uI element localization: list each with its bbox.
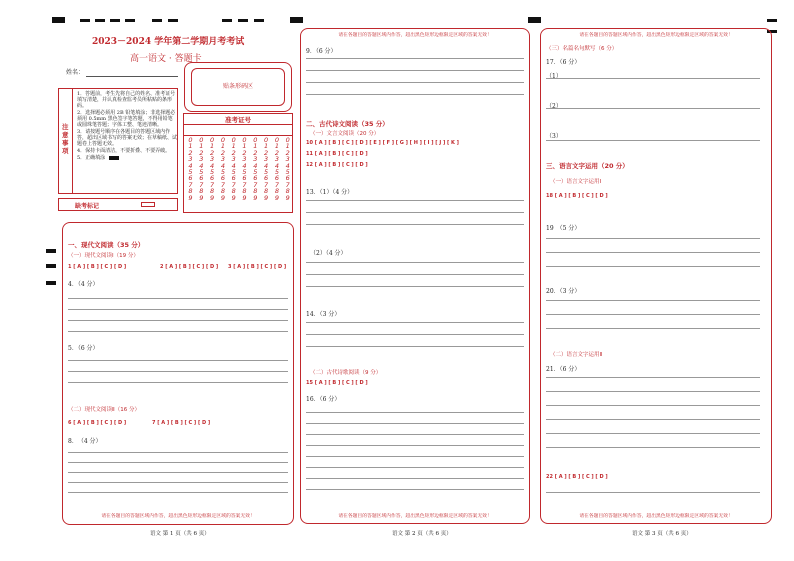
answer-line[interactable] xyxy=(306,274,524,275)
exam-digit-bubble[interactable]: 6 xyxy=(199,174,204,183)
exam-number-box xyxy=(183,113,293,213)
exam-digit-bubble[interactable]: 8 xyxy=(188,187,193,196)
question-21: 21．（6 分） xyxy=(546,366,581,373)
answer-line[interactable] xyxy=(306,286,524,287)
exam-digit-bubble[interactable]: 0 xyxy=(220,136,225,144)
answer-line[interactable] xyxy=(306,322,524,323)
exam-digit-bubble[interactable]: 4 xyxy=(242,161,247,170)
exam-digit-bubble[interactable]: 5 xyxy=(264,168,269,177)
question-17: 17．（6 分） xyxy=(546,59,581,66)
registration-mark xyxy=(290,17,303,23)
exam-digit-bubble[interactable]: 7 xyxy=(285,180,290,189)
choice-q2[interactable]: 2 [ A ] [ B ] [ C ] [ D ] xyxy=(160,264,219,270)
exam-digit-bubble[interactable]: 0 xyxy=(274,136,279,144)
registration-mark xyxy=(254,19,264,22)
answer-line[interactable] xyxy=(306,412,524,413)
registration-mark xyxy=(46,264,56,268)
exam-digit-bubble[interactable]: 1 xyxy=(220,142,225,151)
exam-digit-bubble[interactable]: 9 xyxy=(274,193,279,202)
exam-digit-bubble[interactable]: 0 xyxy=(188,136,193,144)
exam-digit-column[interactable] xyxy=(208,137,217,201)
exam-digit-column[interactable] xyxy=(197,137,206,201)
registration-mark xyxy=(52,17,65,23)
question-20: 20．（3 分） xyxy=(546,288,581,295)
answer-line[interactable] xyxy=(68,472,288,473)
instruction-item: 4．保持卡面清洁，不要折叠、不要弄破。 xyxy=(77,148,171,154)
exam-digit-column[interactable] xyxy=(272,137,281,201)
exam-digit-bubble[interactable]: 7 xyxy=(210,180,215,189)
exam-digit-bubble[interactable]: 1 xyxy=(199,142,204,151)
question-5: 5．（6 分） xyxy=(68,345,99,352)
exam-digit-bubble[interactable]: 4 xyxy=(199,161,204,170)
exam-digit-bubble[interactable]: 0 xyxy=(264,136,269,144)
exam-digit-bubble[interactable]: 8 xyxy=(220,187,225,196)
registration-mark xyxy=(152,19,162,22)
exam-digit-bubble[interactable]: 4 xyxy=(231,161,236,170)
absent-mark-checkbox[interactable] xyxy=(141,202,155,207)
page2-top-notice: 请在各题目的答题区域内作答，超出黑色矩形边框限定区域的答案无效！ xyxy=(338,33,492,38)
answer-line[interactable] xyxy=(306,478,524,479)
page3-footer: 语文 第 3 页（共 6 页） xyxy=(632,531,692,537)
question-17-part-1: （1） xyxy=(546,73,562,80)
exam-digit-bubble[interactable]: 7 xyxy=(231,180,236,189)
registration-mark xyxy=(222,19,232,22)
answer-line[interactable] xyxy=(546,314,760,315)
answer-line[interactable] xyxy=(546,78,760,79)
exam-digit-bubble[interactable]: 4 xyxy=(285,161,290,170)
subsection-modern-reading-2: （二）现代文阅读Ⅱ（16 分） xyxy=(68,407,140,413)
subsection-modern-reading-1: （一）现代文阅读Ⅰ（19 分） xyxy=(68,253,139,259)
instruction-item: 5．正确填涂 xyxy=(77,155,106,161)
exam-digit-column[interactable] xyxy=(251,137,260,201)
registration-mark xyxy=(767,19,777,22)
exam-title: 2023－2024 学年第二学期月考考试 xyxy=(92,37,245,47)
choice-q12[interactable]: 12 [ A ] [ B ] [ C ] [ D ] xyxy=(306,162,368,168)
exam-digit-bubble[interactable]: 1 xyxy=(274,142,279,151)
choice-q3[interactable]: 3 [ A ] [ B ] [ C ] [ D ] xyxy=(228,264,287,270)
exam-digit-bubble[interactable]: 7 xyxy=(274,180,279,189)
exam-digit-bubble[interactable]: 4 xyxy=(264,161,269,170)
choice-q10[interactable]: 10 [ A ] [ B ] [ C ] [ D ] [ E ] [ F ] [ G ] [ H ] [ I ] [ J ] [ K ] xyxy=(306,140,459,146)
subsection-language-use-1: （一）语言文字运用Ⅰ xyxy=(550,179,602,185)
answer-line[interactable] xyxy=(306,346,524,347)
exam-digit-bubble[interactable]: 9 xyxy=(264,193,269,202)
question-17-part-3: （3） xyxy=(546,133,562,140)
answer-line[interactable] xyxy=(306,82,524,83)
barcode-label: 贴条形码区 xyxy=(222,83,253,90)
instructions-heading: 注意事项 xyxy=(62,123,69,155)
exam-digit-bubble[interactable]: 8 xyxy=(231,187,236,196)
exam-digit-bubble[interactable]: 1 xyxy=(264,142,269,151)
exam-digit-bubble[interactable]: 5 xyxy=(220,168,225,177)
exam-digit-bubble[interactable]: 2 xyxy=(199,148,204,157)
exam-digit-bubble[interactable]: 5 xyxy=(188,168,193,177)
exam-digit-bubble[interactable]: 1 xyxy=(210,142,215,151)
section-language-use: 三、语言文字运用（20 分） xyxy=(546,162,629,170)
answer-line[interactable] xyxy=(68,462,288,463)
exam-digit-bubble[interactable]: 0 xyxy=(285,136,290,144)
section-modern-reading: 一、现代文阅读（35 分） xyxy=(68,241,145,249)
exam-digit-bubble[interactable]: 9 xyxy=(199,193,204,202)
exam-digit-bubble[interactable]: 8 xyxy=(264,187,269,196)
exam-digit-column[interactable] xyxy=(240,137,249,201)
exam-digit-bubble[interactable]: 3 xyxy=(264,155,269,164)
exam-digit-bubble[interactable]: 3 xyxy=(220,155,225,164)
exam-digit-bubble[interactable]: 6 xyxy=(264,174,269,183)
exam-digit-bubble[interactable]: 9 xyxy=(242,193,247,202)
answer-line[interactable] xyxy=(546,433,760,434)
exam-digit-bubble[interactable]: 4 xyxy=(274,161,279,170)
exam-digit-bubble[interactable]: 6 xyxy=(220,174,225,183)
exam-digit-bubble[interactable]: 7 xyxy=(264,180,269,189)
answer-line[interactable] xyxy=(68,371,288,372)
registration-mark xyxy=(110,19,120,22)
exam-digit-bubble[interactable]: 2 xyxy=(231,148,236,157)
registration-mark xyxy=(80,19,90,22)
exam-digit-bubble[interactable]: 3 xyxy=(231,155,236,164)
question-14: 14．（3 分） xyxy=(306,311,341,318)
exam-digit-bubble[interactable]: 2 xyxy=(220,148,225,157)
choice-q7[interactable]: 7 [ A ] [ B ] [ C ] [ D ] xyxy=(152,420,211,426)
exam-digit-bubble[interactable]: 2 xyxy=(253,148,258,157)
exam-digit-column[interactable] xyxy=(262,137,271,201)
exam-digit-bubble[interactable]: 5 xyxy=(231,168,236,177)
page1-footer: 语文 第 1 页（共 6 页） xyxy=(150,531,210,537)
exam-digit-bubble[interactable]: 4 xyxy=(188,161,193,170)
question-8: 8． （4 分） xyxy=(68,438,102,445)
exam-digit-bubble[interactable]: 0 xyxy=(253,136,258,144)
choice-q22[interactable]: 22 [ A ] [ B ] [ C ] [ D ] xyxy=(546,474,608,480)
absent-mark-label: 缺考标记 xyxy=(75,203,100,210)
exam-digit-bubble[interactable]: 4 xyxy=(220,161,225,170)
page1-bottom-notice: 请在各题目的答题区域内作答，超出黑色矩形边框限定区域的答案无效！ xyxy=(101,514,255,519)
exam-digit-bubble[interactable]: 8 xyxy=(210,187,215,196)
filled-sample-icon xyxy=(109,156,119,160)
answer-line[interactable] xyxy=(68,309,288,310)
subsection-classical-poetry: （二）古代诗歌阅读（9 分） xyxy=(310,370,382,376)
section-classical-reading: 二、古代诗文阅读（35 分） xyxy=(306,120,389,128)
exam-digit-bubble[interactable]: 6 xyxy=(285,174,290,183)
exam-digit-column[interactable] xyxy=(186,137,195,201)
subsection-famous-lines: （三）名篇名句默写（6 分） xyxy=(546,46,618,52)
page2-answer-panel xyxy=(300,28,530,524)
answer-line[interactable] xyxy=(306,445,524,446)
answer-line[interactable] xyxy=(306,467,524,468)
question-17-part-2: （2） xyxy=(546,103,562,110)
choice-q11[interactable]: 11 [ A ] [ B ] [ C ] [ D ] xyxy=(306,151,368,157)
answer-line[interactable] xyxy=(68,298,288,299)
question-13-1: 13．（1）（4 分） xyxy=(306,189,354,196)
answer-line[interactable] xyxy=(68,331,288,332)
instructions-heading-cell xyxy=(59,89,73,193)
exam-digit-bubble[interactable]: 5 xyxy=(199,168,204,177)
instruction-item: 3．请按题号顺序在各题目的答题区域内作答，超出区域书写的答案无效；在草稿纸、试题卷上答题无效。 xyxy=(77,129,178,147)
exam-digit-bubble[interactable]: 1 xyxy=(188,142,193,151)
exam-digit-bubble[interactable]: 7 xyxy=(242,180,247,189)
answer-line[interactable] xyxy=(546,447,760,448)
registration-mark xyxy=(95,19,105,22)
answer-line[interactable] xyxy=(68,482,288,483)
exam-digit-bubble[interactable]: 9 xyxy=(253,193,258,202)
exam-subtitle: 高一语文 · 答题卡 xyxy=(130,54,202,64)
answer-line[interactable] xyxy=(306,262,524,263)
page3-top-notice: 请在各题目的答题区域内作答，超出黑色矩形边框限定区域的答案无效！ xyxy=(579,33,733,38)
answer-line[interactable] xyxy=(306,212,524,213)
answer-line[interactable] xyxy=(306,456,524,457)
exam-digit-bubble[interactable]: 2 xyxy=(285,148,290,157)
exam-digit-bubble[interactable]: 4 xyxy=(253,161,258,170)
registration-mark xyxy=(46,281,56,285)
name-label: 姓名： xyxy=(66,69,85,76)
answer-line[interactable] xyxy=(306,200,524,201)
exam-digit-bubble[interactable]: 6 xyxy=(253,174,258,183)
exam-digit-bubble[interactable]: 8 xyxy=(199,187,204,196)
answer-line[interactable] xyxy=(306,224,524,225)
exam-digit-column[interactable] xyxy=(229,137,238,201)
page3-answer-panel xyxy=(540,28,772,524)
answer-line[interactable] xyxy=(306,94,524,95)
exam-digit-bubble[interactable]: 0 xyxy=(231,136,236,144)
answer-line[interactable] xyxy=(546,328,760,329)
answer-line[interactable] xyxy=(546,252,760,253)
exam-digit-bubble[interactable]: 5 xyxy=(210,168,215,177)
instructions-list xyxy=(77,91,177,161)
exam-digit-bubble[interactable]: 6 xyxy=(231,174,236,183)
exam-digit-bubble[interactable]: 9 xyxy=(210,193,215,202)
answer-line[interactable] xyxy=(306,423,524,424)
instructions-box xyxy=(58,88,178,194)
exam-digit-bubble[interactable]: 3 xyxy=(274,155,279,164)
answer-line[interactable] xyxy=(546,492,760,493)
exam-digit-bubble[interactable]: 0 xyxy=(210,136,215,144)
answer-line[interactable] xyxy=(68,360,288,361)
exam-digit-bubble[interactable]: 3 xyxy=(285,155,290,164)
question-9: 9．（6 分） xyxy=(306,48,337,55)
exam-digit-bubble[interactable]: 2 xyxy=(274,148,279,157)
exam-digit-bubble[interactable]: 3 xyxy=(242,155,247,164)
exam-digit-bubble[interactable]: 9 xyxy=(220,193,225,202)
answer-line[interactable] xyxy=(546,405,760,406)
answer-line[interactable] xyxy=(546,108,760,109)
answer-line[interactable] xyxy=(68,492,288,493)
answer-line[interactable] xyxy=(546,391,760,392)
answer-line[interactable] xyxy=(546,266,760,267)
question-13-2: （2）（4 分） xyxy=(310,250,347,257)
absent-mark-box xyxy=(58,198,178,211)
registration-mark xyxy=(168,19,178,22)
answer-line[interactable] xyxy=(306,334,524,335)
exam-digit-bubble[interactable]: 8 xyxy=(242,187,247,196)
exam-digit-bubble[interactable]: 5 xyxy=(242,168,247,177)
exam-number-write-row xyxy=(184,124,292,136)
choice-q18[interactable]: 18 [ A ] [ B ] [ C ] [ D ] xyxy=(546,193,608,199)
answer-line[interactable] xyxy=(546,419,760,420)
page2-bottom-notice: 请在各题目的答题区域内作答，超出黑色矩形边框限定区域的答案无效！ xyxy=(338,514,492,519)
subsection-language-use-2: （二）语言文字运用Ⅱ xyxy=(550,352,603,358)
answer-line[interactable] xyxy=(306,489,524,490)
exam-digit-bubble[interactable]: 9 xyxy=(285,193,290,202)
question-19: 19 （5 分） xyxy=(546,225,581,232)
choice-q15[interactable]: 15 [ A ] [ B ] [ C ] [ D ] xyxy=(306,380,368,386)
exam-digit-bubble[interactable]: 0 xyxy=(199,136,204,144)
exam-digit-bubble[interactable]: 5 xyxy=(274,168,279,177)
exam-digit-bubble[interactable]: 9 xyxy=(231,193,236,202)
answer-line[interactable] xyxy=(546,238,760,239)
page2-footer: 语文 第 2 页（共 6 页） xyxy=(392,531,452,537)
exam-digit-bubble[interactable]: 7 xyxy=(199,180,204,189)
instruction-item-fill xyxy=(77,155,177,161)
exam-digit-bubble[interactable]: 4 xyxy=(210,161,215,170)
exam-digit-bubble[interactable]: 2 xyxy=(264,148,269,157)
exam-digit-column[interactable] xyxy=(218,137,227,201)
registration-mark xyxy=(46,249,56,253)
answer-line[interactable] xyxy=(68,452,288,453)
exam-digit-bubble[interactable]: 7 xyxy=(220,180,225,189)
exam-digit-bubble[interactable]: 1 xyxy=(242,142,247,151)
exam-digit-bubble[interactable]: 1 xyxy=(253,142,258,151)
instruction-item: 2．选择题必须用 2B 铅笔填涂；非选择题必须用 0.5mm 黑色签字笔答题，不得用铅笔或圆珠笔答题；字体工整、笔迹清晰。 xyxy=(77,110,176,128)
exam-digit-bubble[interactable]: 1 xyxy=(231,142,236,151)
exam-number-grid[interactable] xyxy=(185,137,293,211)
exam-digit-bubble[interactable]: 3 xyxy=(253,155,258,164)
question-16: 16．（6 分） xyxy=(306,396,341,403)
exam-digit-bubble[interactable]: 6 xyxy=(242,174,247,183)
exam-digit-bubble[interactable]: 6 xyxy=(274,174,279,183)
registration-mark xyxy=(238,19,248,22)
exam-digit-bubble[interactable]: 7 xyxy=(253,180,258,189)
exam-digit-bubble[interactable]: 6 xyxy=(188,174,193,183)
exam-digit-bubble[interactable]: 5 xyxy=(285,168,290,177)
registration-mark xyxy=(125,19,135,22)
registration-mark xyxy=(528,17,541,23)
name-field-line[interactable] xyxy=(86,76,178,77)
exam-digit-column[interactable] xyxy=(283,137,292,201)
exam-digit-bubble[interactable]: 6 xyxy=(210,174,215,183)
answer-line[interactable] xyxy=(306,70,524,71)
exam-digit-bubble[interactable]: 9 xyxy=(188,193,193,202)
answer-line[interactable] xyxy=(306,58,524,59)
page3-bottom-notice: 请在各题目的答题区域内作答，超出黑色矩形边框限定区域的答案无效！ xyxy=(579,514,733,519)
instruction-item: 1．答题前，考生先将自己的姓名、准考证号填写清楚，并认真检查监考员所粘贴的条形码。 xyxy=(77,91,176,109)
exam-digit-bubble[interactable]: 3 xyxy=(188,155,193,164)
answer-line[interactable] xyxy=(546,377,760,378)
answer-line[interactable] xyxy=(68,382,288,383)
exam-digit-bubble[interactable]: 0 xyxy=(242,136,247,144)
answer-line[interactable] xyxy=(306,434,524,435)
exam-digit-bubble[interactable]: 7 xyxy=(188,180,193,189)
exam-digit-bubble[interactable]: 1 xyxy=(285,142,290,151)
question-4: 4．（4 分） xyxy=(68,281,99,288)
exam-digit-bubble[interactable]: 8 xyxy=(253,187,258,196)
exam-digit-bubble[interactable]: 2 xyxy=(242,148,247,157)
exam-digit-bubble[interactable]: 3 xyxy=(210,155,215,164)
choice-q6[interactable]: 6 [ A ] [ B ] [ C ] [ D ] xyxy=(68,420,127,426)
exam-number-label: 准考证号 xyxy=(225,116,251,124)
exam-digit-bubble[interactable]: 3 xyxy=(199,155,204,164)
exam-digit-bubble[interactable]: 2 xyxy=(188,148,193,157)
answer-line[interactable] xyxy=(546,300,760,301)
exam-digit-bubble[interactable]: 8 xyxy=(274,187,279,196)
exam-digit-bubble[interactable]: 2 xyxy=(210,148,215,157)
answer-line[interactable] xyxy=(68,320,288,321)
choice-q1[interactable]: 1 [ A ] [ B ] [ C ] [ D ] xyxy=(68,264,127,270)
barcode-box xyxy=(184,62,292,112)
subsection-classical-prose: （一）文言文阅读（20 分） xyxy=(310,131,380,137)
exam-digit-bubble[interactable]: 5 xyxy=(253,168,258,177)
exam-digit-bubble[interactable]: 8 xyxy=(285,187,290,196)
answer-line[interactable] xyxy=(546,140,760,141)
